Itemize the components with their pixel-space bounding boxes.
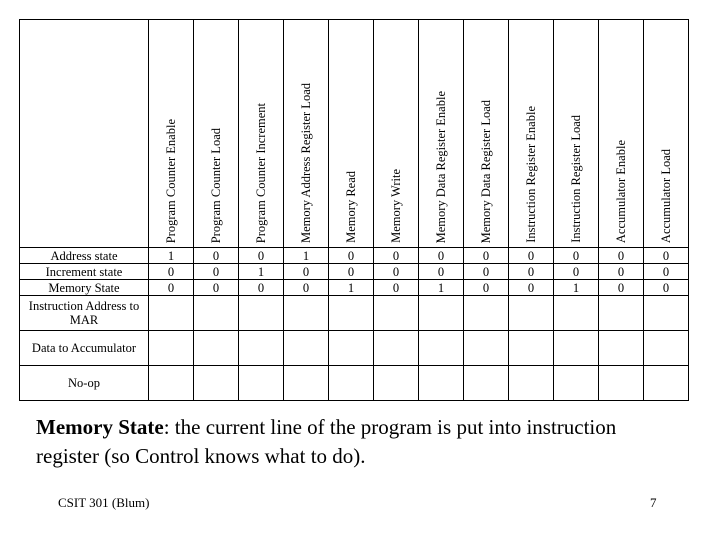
column-header: [464, 20, 509, 248]
signal-cell: [149, 296, 194, 331]
table-body: [20, 248, 689, 401]
signal-cell: [374, 331, 419, 366]
signal-cell: 0: [194, 280, 239, 296]
signal-cell: 0: [329, 264, 374, 280]
signal-cell: 0: [329, 248, 374, 264]
table-row: [20, 264, 689, 280]
signal-cell: [464, 296, 509, 331]
column-header: [554, 20, 599, 248]
table-row: [20, 280, 689, 296]
signal-cell: 0: [644, 264, 689, 280]
table-row: [20, 331, 689, 366]
signal-cell: 1: [284, 248, 329, 264]
column-header: [599, 20, 644, 248]
signal-cell: 0: [509, 248, 554, 264]
signal-cell: [464, 331, 509, 366]
signal-cell: [554, 296, 599, 331]
column-header: [194, 20, 239, 248]
column-header-label: Program Counter Enable: [164, 118, 178, 243]
signal-cell: [509, 331, 554, 366]
signal-cell: 1: [554, 280, 599, 296]
signal-cell: [329, 366, 374, 401]
column-header-label: Memory Address Register Load: [299, 82, 313, 243]
signal-cell: 0: [464, 280, 509, 296]
signal-cell: 0: [644, 280, 689, 296]
row-label: Data to Accumulator: [20, 331, 149, 366]
header-row: [20, 20, 689, 248]
signal-cell: [374, 296, 419, 331]
column-header: [239, 20, 284, 248]
row-label: Instruction Address to MAR: [20, 296, 149, 331]
note-term: Memory State: [36, 415, 164, 439]
column-header: [374, 20, 419, 248]
signal-cell: 0: [509, 264, 554, 280]
signal-cell: 0: [554, 264, 599, 280]
row-label: Address state: [20, 248, 149, 264]
signal-cell: 1: [329, 280, 374, 296]
signal-cell: 0: [374, 280, 419, 296]
signal-cell: 0: [464, 248, 509, 264]
signal-cell: 0: [194, 248, 239, 264]
signal-cell: [284, 331, 329, 366]
signal-cell: [194, 331, 239, 366]
signal-cell: [284, 366, 329, 401]
signal-cell: [419, 331, 464, 366]
signal-cell: 0: [599, 248, 644, 264]
column-header-label: Program Counter Load: [209, 127, 223, 243]
table-row: [20, 366, 689, 401]
signal-cell: 0: [194, 264, 239, 280]
signal-cell: [644, 366, 689, 401]
signal-cell: 0: [239, 248, 284, 264]
signal-cell: [644, 331, 689, 366]
signal-cell: 0: [374, 248, 419, 264]
signal-cell: 0: [644, 248, 689, 264]
signal-cell: [599, 296, 644, 331]
row-label: No-op: [20, 366, 149, 401]
row-label: Memory State: [20, 280, 149, 296]
signal-cell: [509, 366, 554, 401]
signal-cell: 0: [419, 248, 464, 264]
column-header: [509, 20, 554, 248]
signal-cell: 0: [284, 264, 329, 280]
signal-cell: 0: [509, 280, 554, 296]
signal-cell: [239, 331, 284, 366]
column-header: [149, 20, 194, 248]
column-header-label: Accumulator Load: [659, 148, 673, 243]
column-header-label: Memory Read: [344, 171, 358, 243]
column-header-label: Memory Data Register Enable: [434, 90, 448, 243]
signal-cell: 0: [374, 264, 419, 280]
signal-cell: [149, 331, 194, 366]
signal-cell: 0: [599, 264, 644, 280]
signal-cell: [464, 366, 509, 401]
column-header-label: Instruction Register Load: [569, 115, 583, 243]
signal-cell: 0: [464, 264, 509, 280]
column-header-label: Accumulator Enable: [614, 139, 628, 243]
column-header: [419, 20, 464, 248]
column-header-label: Memory Write: [389, 169, 403, 243]
column-header: [329, 20, 374, 248]
signal-cell: [194, 296, 239, 331]
footer-course: CSIT 301 (Blum): [58, 495, 150, 510]
page-number: 7: [650, 495, 657, 510]
signal-cell: [644, 296, 689, 331]
signal-cell: [419, 366, 464, 401]
signal-cell: 0: [149, 264, 194, 280]
column-header-label: Program Counter Increment: [254, 102, 268, 243]
signal-cell: 0: [239, 280, 284, 296]
signal-cell: 0: [284, 280, 329, 296]
signal-cell: [509, 296, 554, 331]
signal-cell: 0: [554, 248, 599, 264]
signal-cell: [194, 366, 239, 401]
control-signal-table: [19, 19, 689, 401]
signal-cell: [329, 296, 374, 331]
signal-cell: 0: [599, 280, 644, 296]
signal-cell: [599, 331, 644, 366]
signal-cell: [329, 331, 374, 366]
column-header: [644, 20, 689, 248]
column-header: [284, 20, 329, 248]
signal-cell: [374, 366, 419, 401]
memory-state-note: [36, 413, 676, 471]
column-header-label: Memory Data Register Load: [479, 99, 493, 243]
signal-cell: [239, 366, 284, 401]
header-corner-cell: [20, 20, 149, 248]
table-row: [20, 296, 689, 331]
signal-cell: [554, 366, 599, 401]
signal-cell: 1: [419, 280, 464, 296]
signal-cell: 0: [419, 264, 464, 280]
note-text: : the current line of the program is put into instruction register (so Control knows what to do).: [36, 415, 617, 468]
signal-cell: 1: [149, 248, 194, 264]
row-label: Increment state: [20, 264, 149, 280]
column-header-label: Instruction Register Enable: [524, 106, 538, 243]
signal-cell: [554, 331, 599, 366]
signal-cell: [239, 296, 284, 331]
signal-cell: [149, 366, 194, 401]
table-row: [20, 248, 689, 264]
signal-cell: [599, 366, 644, 401]
signal-cell: [419, 296, 464, 331]
signal-cell: 1: [239, 264, 284, 280]
signal-cell: [284, 296, 329, 331]
signal-cell: 0: [149, 280, 194, 296]
